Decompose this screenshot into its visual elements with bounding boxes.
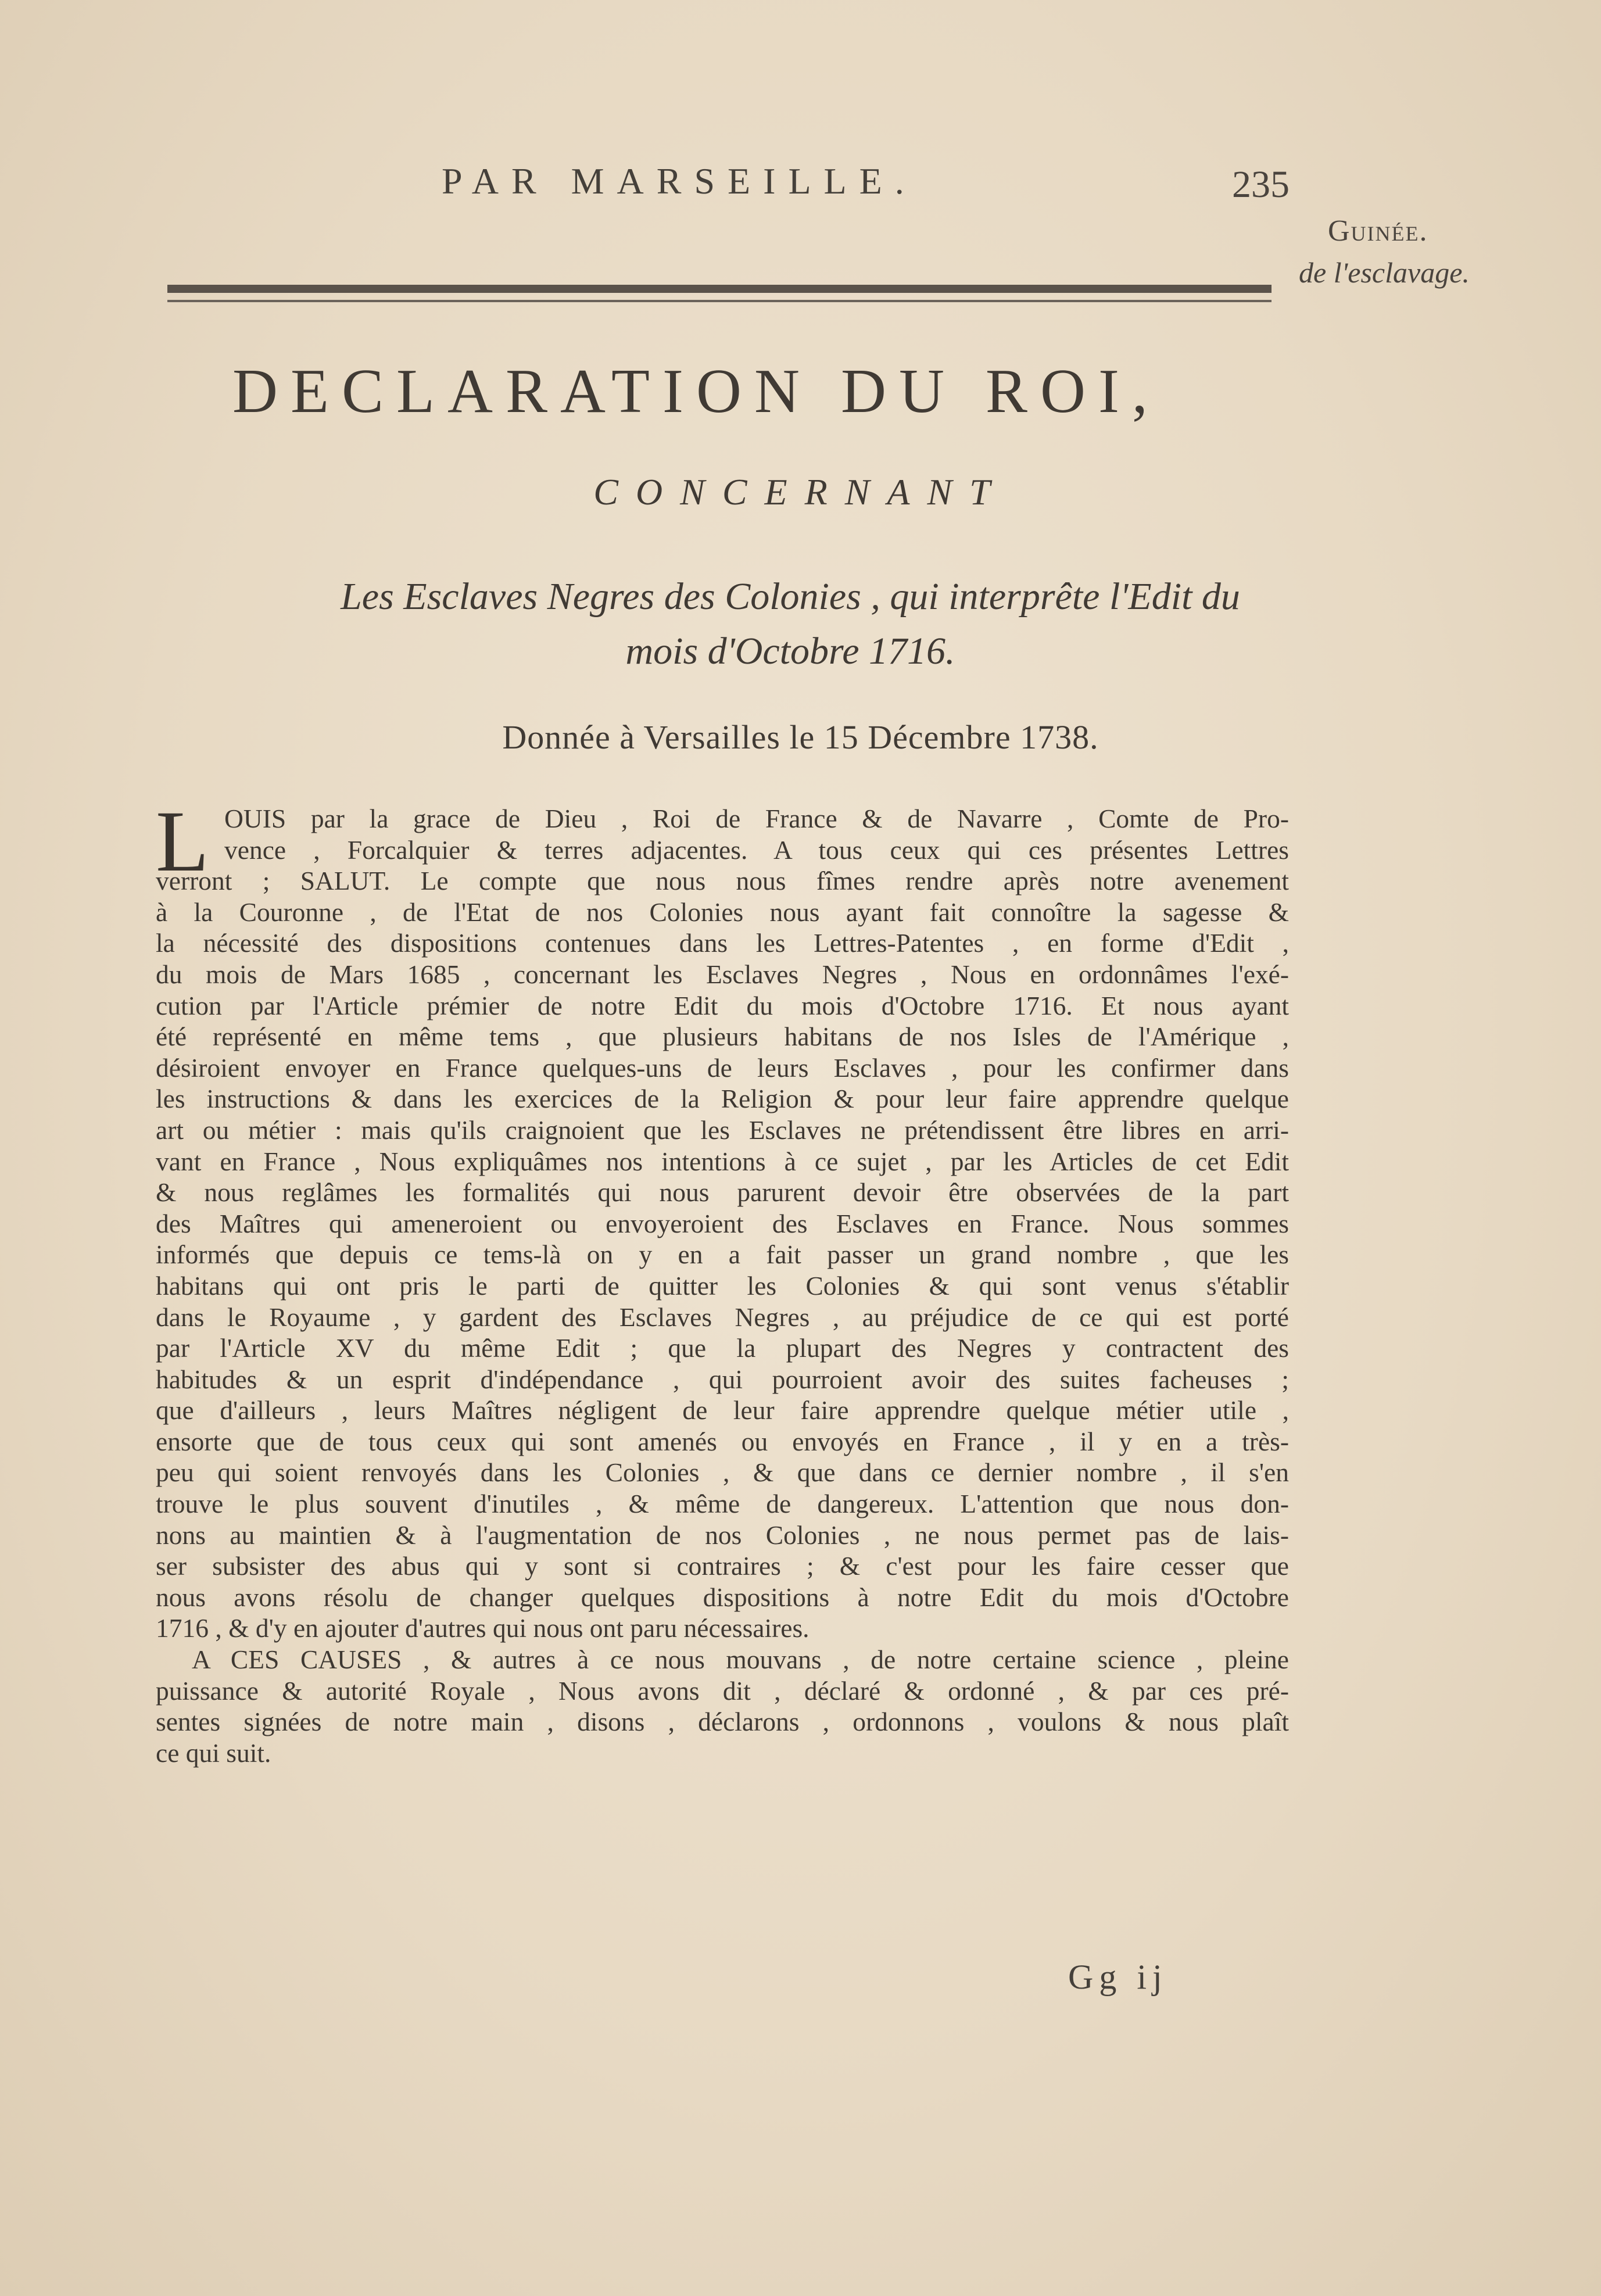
document-title: DECLARATION DU ROI, [232, 357, 1161, 426]
body-line: que d'ailleurs , leurs Maîtres négligent de leur faire apprendre quelque métier utile , [156, 1395, 1289, 1425]
body-line: du mois de Mars 1685 , concernant les Esclaves Negres , Nous en ordonnâmes l'exé- [156, 959, 1289, 989]
body-line: informés que depuis ce tems-là on y en a fait passer un grand nombre , que les [156, 1240, 1289, 1270]
margin-note-region: Guinée. [1328, 214, 1428, 248]
header-rule-thick [167, 285, 1272, 293]
body-line: ce qui suit. [156, 1738, 271, 1768]
body-line: habitans qui ont pris le parti de quitter les Colonies & qui sont venus s'établir [156, 1270, 1289, 1301]
subject-line: mois d'Octobre 1716. [625, 630, 955, 672]
running-head: PAR MARSEILLE. [442, 160, 917, 202]
body-line: par l'Article XV du même Edit ; que la plupart des Negres y contractent des [156, 1333, 1289, 1363]
body-line: OUIS par la grace de Dieu , Roi de France & de Navarre , Comte de Pro- [224, 804, 1289, 833]
body-line: désiroient envoyer en France quelques-uns de leurs Esclaves , pour les confirmer dans [156, 1052, 1289, 1083]
body-line: nous avons résolu de changer quelques dispositions à notre Edit du mois d'Octobre [156, 1582, 1289, 1612]
body-line: des Maîtres qui ameneroient ou envoyeroient des Esclaves en France. Nous sommes [156, 1208, 1289, 1238]
body-line: cution par l'Article prémier de notre Edit du mois d'Octobre 1716. Et nous ayant [156, 990, 1289, 1020]
body-line: ser subsister des abus qui y sont si contraires ; & c'est pour les faire cesser que [156, 1551, 1289, 1581]
subject-line: Les Esclaves Negres des Colonies , qui interprête l'Edit du [341, 575, 1240, 618]
body-line: 1716 , & d'y en ajouter d'autres qui nous ont paru nécessaires. [156, 1613, 810, 1643]
body-line: puissance & autorité Royale , Nous avons dit , déclaré & ordonné , & par ces pré- [156, 1675, 1289, 1706]
body-line: dans le Royaume , y gardent des Esclaves Negres , au préjudice de ce qui est porté [156, 1302, 1289, 1332]
body-line: trouve le plus souvent d'inutiles , & même de dangereux. L'attention que nous don- [156, 1489, 1289, 1519]
body-line: verront ; SALUT. Le compte que nous nous fîmes rendre après notre avenement [156, 866, 1289, 896]
body-line: nons au maintien & à l'augmentation de nos Colonies , ne nous permet pas de lais- [156, 1520, 1289, 1550]
body-line: vence , Forcalquier & terres adjacentes. A tous ceux qui ces présentes Lettres [224, 834, 1289, 865]
body-line: les instructions & dans les exercices de la Religion & pour leur faire apprendre quelque [156, 1084, 1289, 1114]
body-line: A CES CAUSES , & autres à ce nous mouvans , de notre certaine science , pleine [192, 1645, 1289, 1675]
body-line: à la Couronne , de l'Etat de nos Colonies nous ayant fait connoître la sagesse & [156, 897, 1289, 927]
body-line: sentes signées de notre main , disons , déclarons , ordonnons , voulons & nous plaît [156, 1707, 1289, 1737]
body-line: la nécessité des dispositions contenues dans les Lettres-Patentes , en forme d'Edit , [156, 928, 1289, 958]
body-line: été représenté en même tems , que plusieurs habitans de nos Isles de l'Amérique , [156, 1022, 1289, 1052]
margin-note-topic: de l'esclavage. [1299, 256, 1470, 289]
document-subject [139, 569, 1441, 679]
body-line: vant en France , Nous expliquâmes nos intentions à ce sujet , par les Articles de cet Edit [156, 1146, 1289, 1176]
body-line: & nous reglâmes les formalités qui nous parurent devoir être observées de la part [156, 1177, 1289, 1208]
body-line: ensorte que de tous ceux qui sont amenés ou envoyés en France , il y en a très- [156, 1426, 1289, 1456]
page-number: 235 [1232, 163, 1290, 206]
document-subtitle: CONCERNANT [593, 471, 1008, 513]
body-text [156, 793, 1289, 1768]
header-rule-thin [167, 300, 1272, 302]
signature-mark: Gg ij [1068, 1958, 1168, 1996]
dateline: Donnée à Versailles le 15 Décembre 1738. [502, 718, 1099, 756]
body-line: peu qui soient renvoyés dans les Colonies , & que dans ce dernier nombre , il s'en [156, 1457, 1289, 1488]
body-line: habitudes & un esprit d'indépendance , qui pourroient avoir des suites facheuses ; [156, 1364, 1289, 1394]
drop-cap: L [156, 793, 209, 890]
body-line: art ou métier : mais qu'ils craignoient que les Esclaves ne prétendissent être libres en arri- [156, 1115, 1289, 1145]
